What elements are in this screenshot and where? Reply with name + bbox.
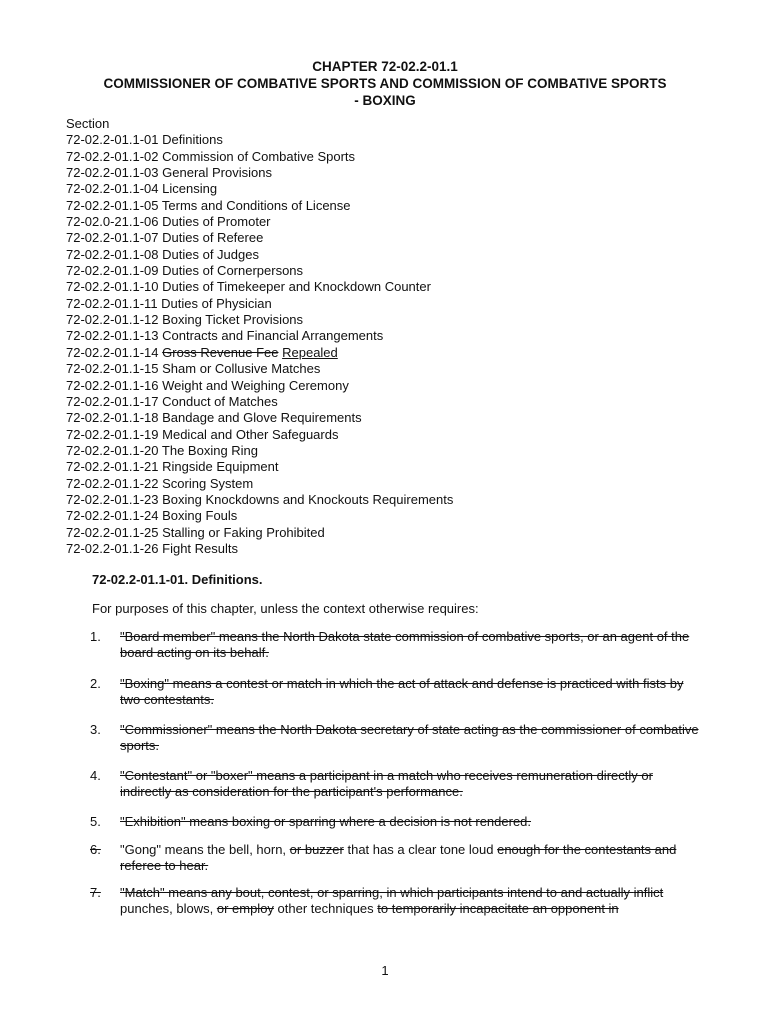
toc-entry: 72-02.2-01.1-25 Stalling or Faking Prohibited [66, 524, 325, 540]
chapter-title-line2: - BOXING [354, 93, 416, 108]
toc-entry: 72-02.2-01.1-09 Duties of Cornerpersons [66, 263, 304, 279]
definition-item: 3. "Commissioner" means the North Dakota secretary of state acting as the commissioner of combative sports. [90, 722, 699, 753]
section-intro: For purposes of this chapter, unless the context otherwise requires: [92, 601, 479, 616]
toc-entry: 72-02.2-01.1-10 Duties of Timekeeper and Knockdown Counter [66, 279, 431, 295]
chapter-heading: CHAPTER 72-02.2-01.1 [312, 59, 458, 74]
toc-entry: 72-02.2-01.1-12 Boxing Ticket Provisions [66, 312, 304, 328]
toc-entry: 72-02.2-01.1-08 Duties of Judges [66, 246, 259, 262]
toc-entry: 72-02.2-01.1-19 Medical and Other Safeguards [66, 426, 339, 442]
toc-entry: 72-02.2-01.1-18 Bandage and Glove Requirements [66, 410, 362, 426]
toc-entry: 72-02.2-01.1-11 Duties of Physician [66, 295, 272, 311]
definition-item: 4. "Contestant" or "boxer" means a participant in a match who receives remuneration directly or indirectly as consideration for the participant's performance. [90, 768, 653, 799]
toc-entry: 72-02.2-01.1-02 Commission of Combative Sports [66, 148, 356, 164]
toc-label: Section [66, 116, 110, 131]
page-number: 1 [381, 963, 389, 978]
definition-item: 5. "Exhibition" means boxing or sparring where a decision is not rendered. [90, 814, 532, 829]
toc-entry: 72-02.2-01.1-23 Boxing Knockdowns and Knockouts Requirements [66, 491, 454, 507]
toc-entry: 72-02.2-01.1-26 Fight Results [66, 540, 239, 556]
chapter-title-line1: COMMISSIONER OF COMBATIVE SPORTS AND COMMISSION OF COMBATIVE SPORTS [103, 76, 667, 91]
section-heading: 72-02.2-01.1-01. Definitions. [92, 572, 263, 587]
toc-entry: 72-02.2-01.1-16 Weight and Weighing Ceremony [66, 377, 349, 393]
toc-entry: 72-02.2-01.1-13 Contracts and Financial Arrangements [66, 328, 384, 344]
toc-entry: 72-02.2-01.1-03 General Provisions [66, 165, 272, 181]
toc-entry: 72-02.2-01.1-22 Scoring System [66, 475, 254, 491]
toc-entry: 72-02.2-01.1-20 The Boxing Ring [66, 442, 259, 458]
toc-entry: 72-02.0-21.1-06 Duties of Promoter [66, 214, 271, 230]
toc-entry: 72-02.2-01.1-14 Gross Revenue Fee Repealed [66, 344, 338, 360]
struck-title: Gross Revenue Fee [162, 344, 279, 360]
toc-entry: 72-02.2-01.1-01 Definitions [66, 132, 223, 148]
toc-entry: 72-02.2-01.1-05 Terms and Conditions of License [66, 197, 351, 213]
toc-entry: 72-02.2-01.1-15 Sham or Collusive Matches [66, 361, 321, 377]
definition-item: 7. "Match" means any bout, contest, or sparring, in which participants intend to and actually inflict punches, blows, or employ other techniques to temporarily incapacitate an opponent in [90, 885, 664, 916]
toc-entry: 72-02.2-01.1-07 Duties of Referee [66, 230, 264, 246]
table-of-contents [66, 116, 453, 557]
inserted-title: Repealed [282, 344, 338, 360]
toc-entry: 72-02.2-01.1-21 Ringside Equipment [66, 459, 279, 475]
toc-entry: 72-02.2-01.1-24 Boxing Fouls [66, 508, 238, 524]
toc-entry: 72-02.2-01.1-17 Conduct of Matches [66, 393, 278, 409]
definition-item: 6. "Gong" means the bell, horn, or buzzer that has a clear tone loud enough for the contestants and referee to hear. [90, 842, 677, 873]
definition-item: 1. "Board member" means the North Dakota state commission of combative sports, or an agent of the board acting on its behalf. [90, 629, 690, 660]
definition-item: 2. "Boxing" means a contest or match in which the act of attack and defense is practiced with fists by two contestants. [90, 676, 684, 707]
toc-entry: 72-02.2-01.1-04 Licensing [66, 181, 218, 197]
